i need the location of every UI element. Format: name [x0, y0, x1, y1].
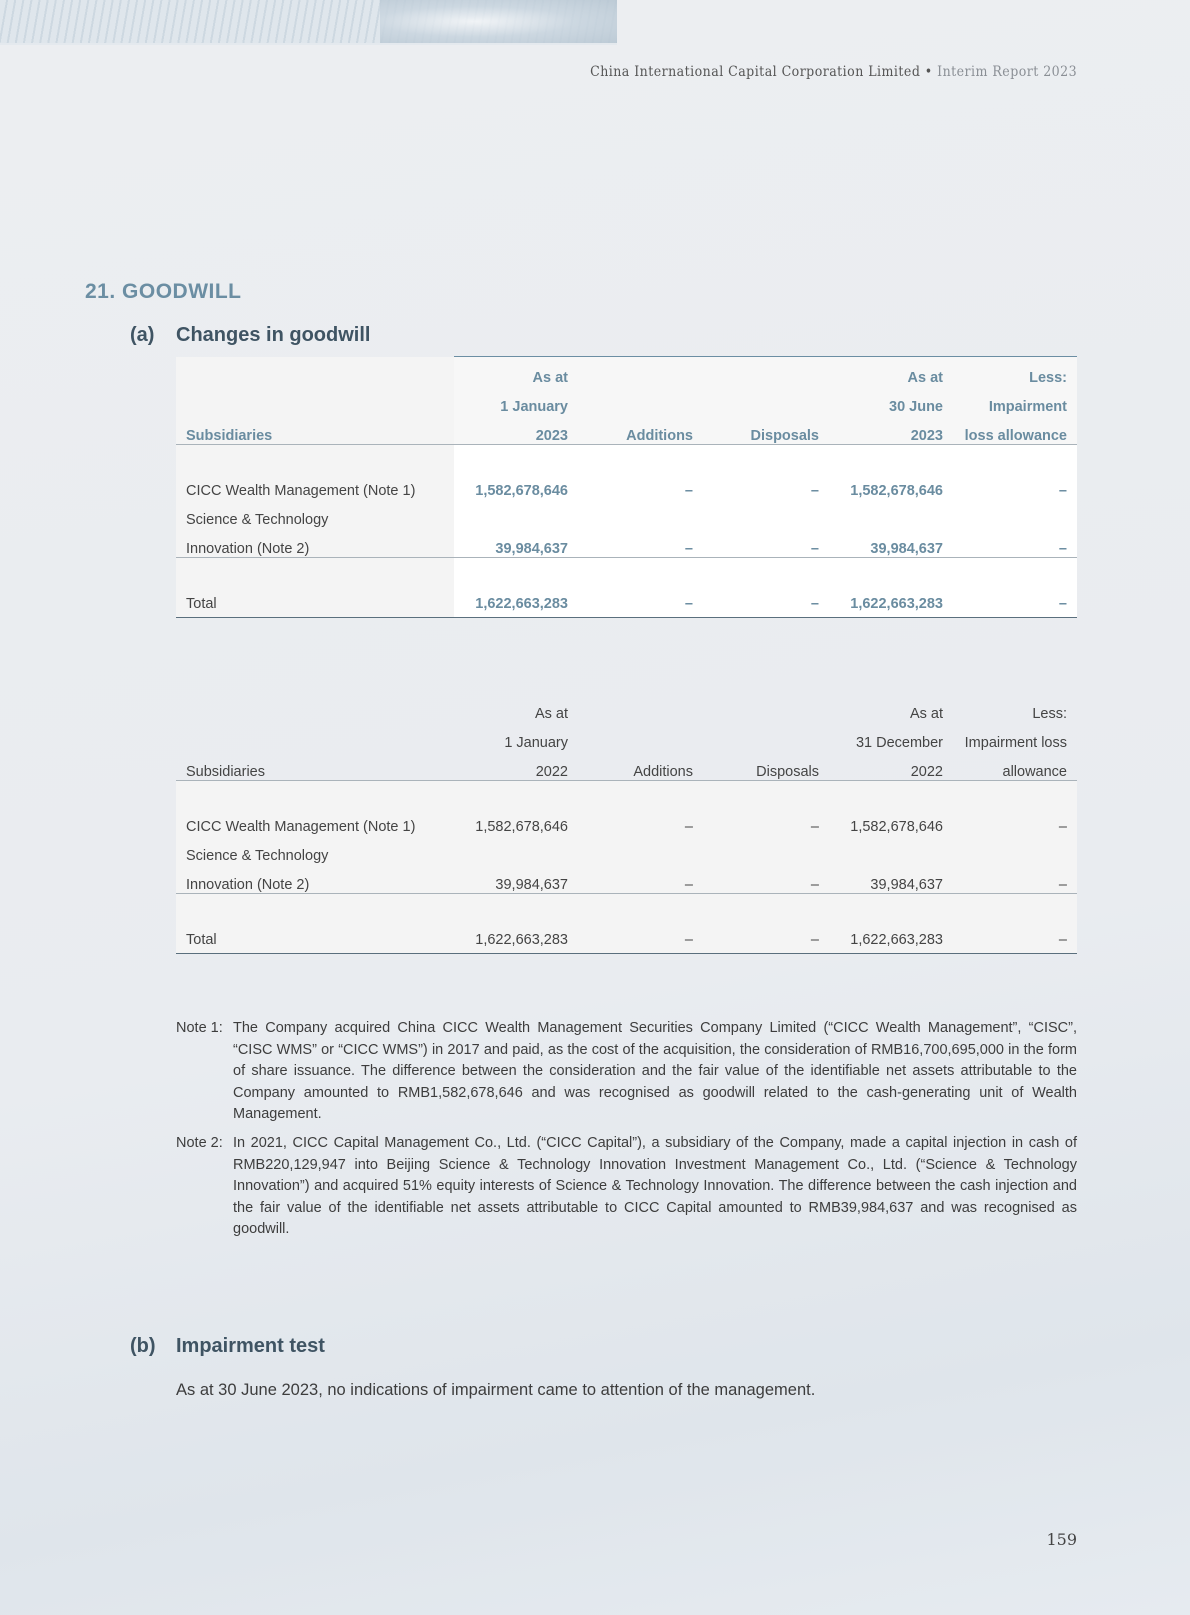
subsection-title: Impairment test [176, 1335, 325, 1357]
header-row [176, 415, 1077, 445]
header-cell: 1 January [454, 386, 578, 415]
header-cell: 2022 [829, 751, 953, 781]
header-cell: As at [534, 706, 568, 722]
report-name: Interim Report 2023 [937, 64, 1077, 80]
cell: 39,984,637 [829, 864, 953, 894]
header-row [176, 357, 1077, 387]
header-cell: 2023 [454, 415, 578, 445]
cell: – [703, 864, 829, 894]
section-title: 21. GOODWILL [85, 280, 242, 303]
cell: – [703, 528, 829, 558]
cell: – [953, 470, 1077, 499]
cell: – [578, 470, 703, 499]
table-row [176, 499, 1077, 528]
cell: 1,622,663,283 [829, 583, 953, 618]
header-row [176, 722, 1077, 751]
goodwill-table-2023 [176, 356, 1077, 618]
row-label: CICC Wealth Management (Note 1) [176, 806, 454, 835]
subsection-number: (b) [130, 1335, 156, 1357]
cell: – [578, 583, 703, 618]
cell: – [703, 919, 829, 954]
header-cell [176, 386, 454, 415]
header-cell: Less: [953, 357, 1077, 387]
header-cell: Disposals [703, 415, 829, 445]
row-label: Innovation (Note 2) [176, 528, 454, 558]
impairment-text: As at 30 June 2023, no indications of impairment came to attention of the management. [176, 1381, 816, 1399]
cell: – [578, 528, 703, 558]
cell: 1,582,678,646 [454, 470, 578, 499]
note-text: In 2021, CICC Capital Management Co., Ltd. (“CICC Capital”), a subsidiary of the Company, made a capital injection in cash of RMB220,129,947 into Beijing Science & Technology Innovation Investment Management Co., Ltd. (“Science & Technology Innovation”) and acquired 51% equity interests of Science & Technology Innovation. The difference between the cash injection and the fair value of the identifiable net assets attributable to CICC Capital amounted to RMB39,984,637 and was recognised as goodwill. [233, 1134, 1077, 1238]
row-label: Science & Technology [176, 499, 454, 528]
cell: 1,622,663,283 [454, 583, 578, 618]
cell: – [578, 919, 703, 954]
row-label: Total [176, 919, 454, 954]
header-cell: 1 January [504, 735, 568, 751]
header-cell: Subsidiaries [176, 415, 454, 445]
row-label: CICC Wealth Management (Note 1) [176, 470, 454, 499]
row-label: Science & Technology [176, 835, 454, 864]
table-row [176, 528, 1077, 558]
header-cell [703, 722, 829, 751]
bullet-separator: • [924, 64, 933, 80]
cell: 1,582,678,646 [829, 806, 953, 835]
cell: – [953, 528, 1077, 558]
subsection-title: Changes in goodwill [176, 324, 371, 346]
note-text: The Company acquired China CICC Wealth Management Securities Company Limited (“CICC Wealth Management”, “CISC”, “CISC WMS” or “CICC WMS”) in 2017 and paid, as the cost of the acquisition, the consideration of RMB16,700,695,000 in the form of share issuance. The difference between the consideration and the fair value of the identifiable net assets attributable to the Company amounted to RMB1,582,678,646 and was recognised as goodwill related to the cash-generating unit of Wealth Management. [233, 1020, 1077, 1123]
header-cell [176, 693, 454, 722]
cell: – [578, 864, 703, 894]
header-row [176, 693, 1077, 722]
header-cell [703, 386, 829, 415]
cell: 1,582,678,646 [454, 806, 578, 835]
header-row [176, 386, 1077, 415]
header-row [176, 751, 1077, 781]
running-header [590, 64, 1077, 80]
header-cell: Disposals [703, 751, 829, 781]
cell: 1,622,663,283 [454, 919, 578, 954]
note-1 [176, 1018, 1077, 1126]
header-cell: Additions [578, 751, 703, 781]
cell: – [953, 864, 1077, 894]
row-label: Innovation (Note 2) [176, 864, 454, 894]
subsection-b-heading [130, 1335, 325, 1358]
header-cell: Less: [1032, 706, 1067, 722]
header-cell: 31 December [855, 735, 943, 751]
subsection-number: (a) [130, 324, 155, 346]
cell: 1,622,663,283 [829, 919, 953, 954]
cell: – [703, 470, 829, 499]
note-2 [176, 1133, 1077, 1241]
notes [176, 1018, 1077, 1248]
note-label: Note 2: [176, 1134, 223, 1151]
cell: – [953, 919, 1077, 954]
header-cell: loss allowance [953, 415, 1077, 445]
header-cell: 2022 [454, 751, 578, 781]
cell: – [578, 806, 703, 835]
header-cell [176, 357, 454, 387]
header-cell: Impairment loss [964, 735, 1067, 751]
cell: – [953, 583, 1077, 618]
subsection-a-heading [130, 324, 370, 347]
header-cell [578, 357, 703, 387]
header-cell: 30 June [829, 386, 953, 415]
table-row [176, 835, 1077, 864]
header-cell [703, 357, 829, 387]
header-cell: As at [909, 706, 943, 722]
cell: 1,582,678,646 [829, 470, 953, 499]
note-label: Note 1: [176, 1020, 223, 1036]
goodwill-table-2022 [176, 693, 1077, 954]
row-label: Total [176, 583, 454, 618]
header-cell: allowance [953, 751, 1077, 781]
header-cell: Subsidiaries [176, 751, 454, 781]
header-cell: As at [454, 357, 578, 387]
cell: – [953, 806, 1077, 835]
company-name: China International Capital Corporation Limited [590, 64, 921, 80]
cell: 39,984,637 [454, 864, 578, 894]
cell: – [703, 806, 829, 835]
table-row [176, 470, 1077, 499]
cell: 39,984,637 [829, 528, 953, 558]
header-cell: Additions [578, 415, 703, 445]
total-row [176, 583, 1077, 618]
header-cell: 2023 [829, 415, 953, 445]
table-row [176, 864, 1077, 894]
page-number: 159 [1046, 1530, 1077, 1549]
total-row [176, 919, 1077, 954]
header-cell [578, 386, 703, 415]
header-cell: Impairment [953, 386, 1077, 415]
cell: – [703, 583, 829, 618]
header-cell [703, 693, 829, 722]
cell: 39,984,637 [454, 528, 578, 558]
header-cell [176, 722, 454, 751]
header-cell: As at [829, 357, 953, 387]
header-banner-image [0, 0, 617, 45]
table-row [176, 806, 1077, 835]
header-cell [578, 722, 703, 751]
header-cell [578, 693, 703, 722]
